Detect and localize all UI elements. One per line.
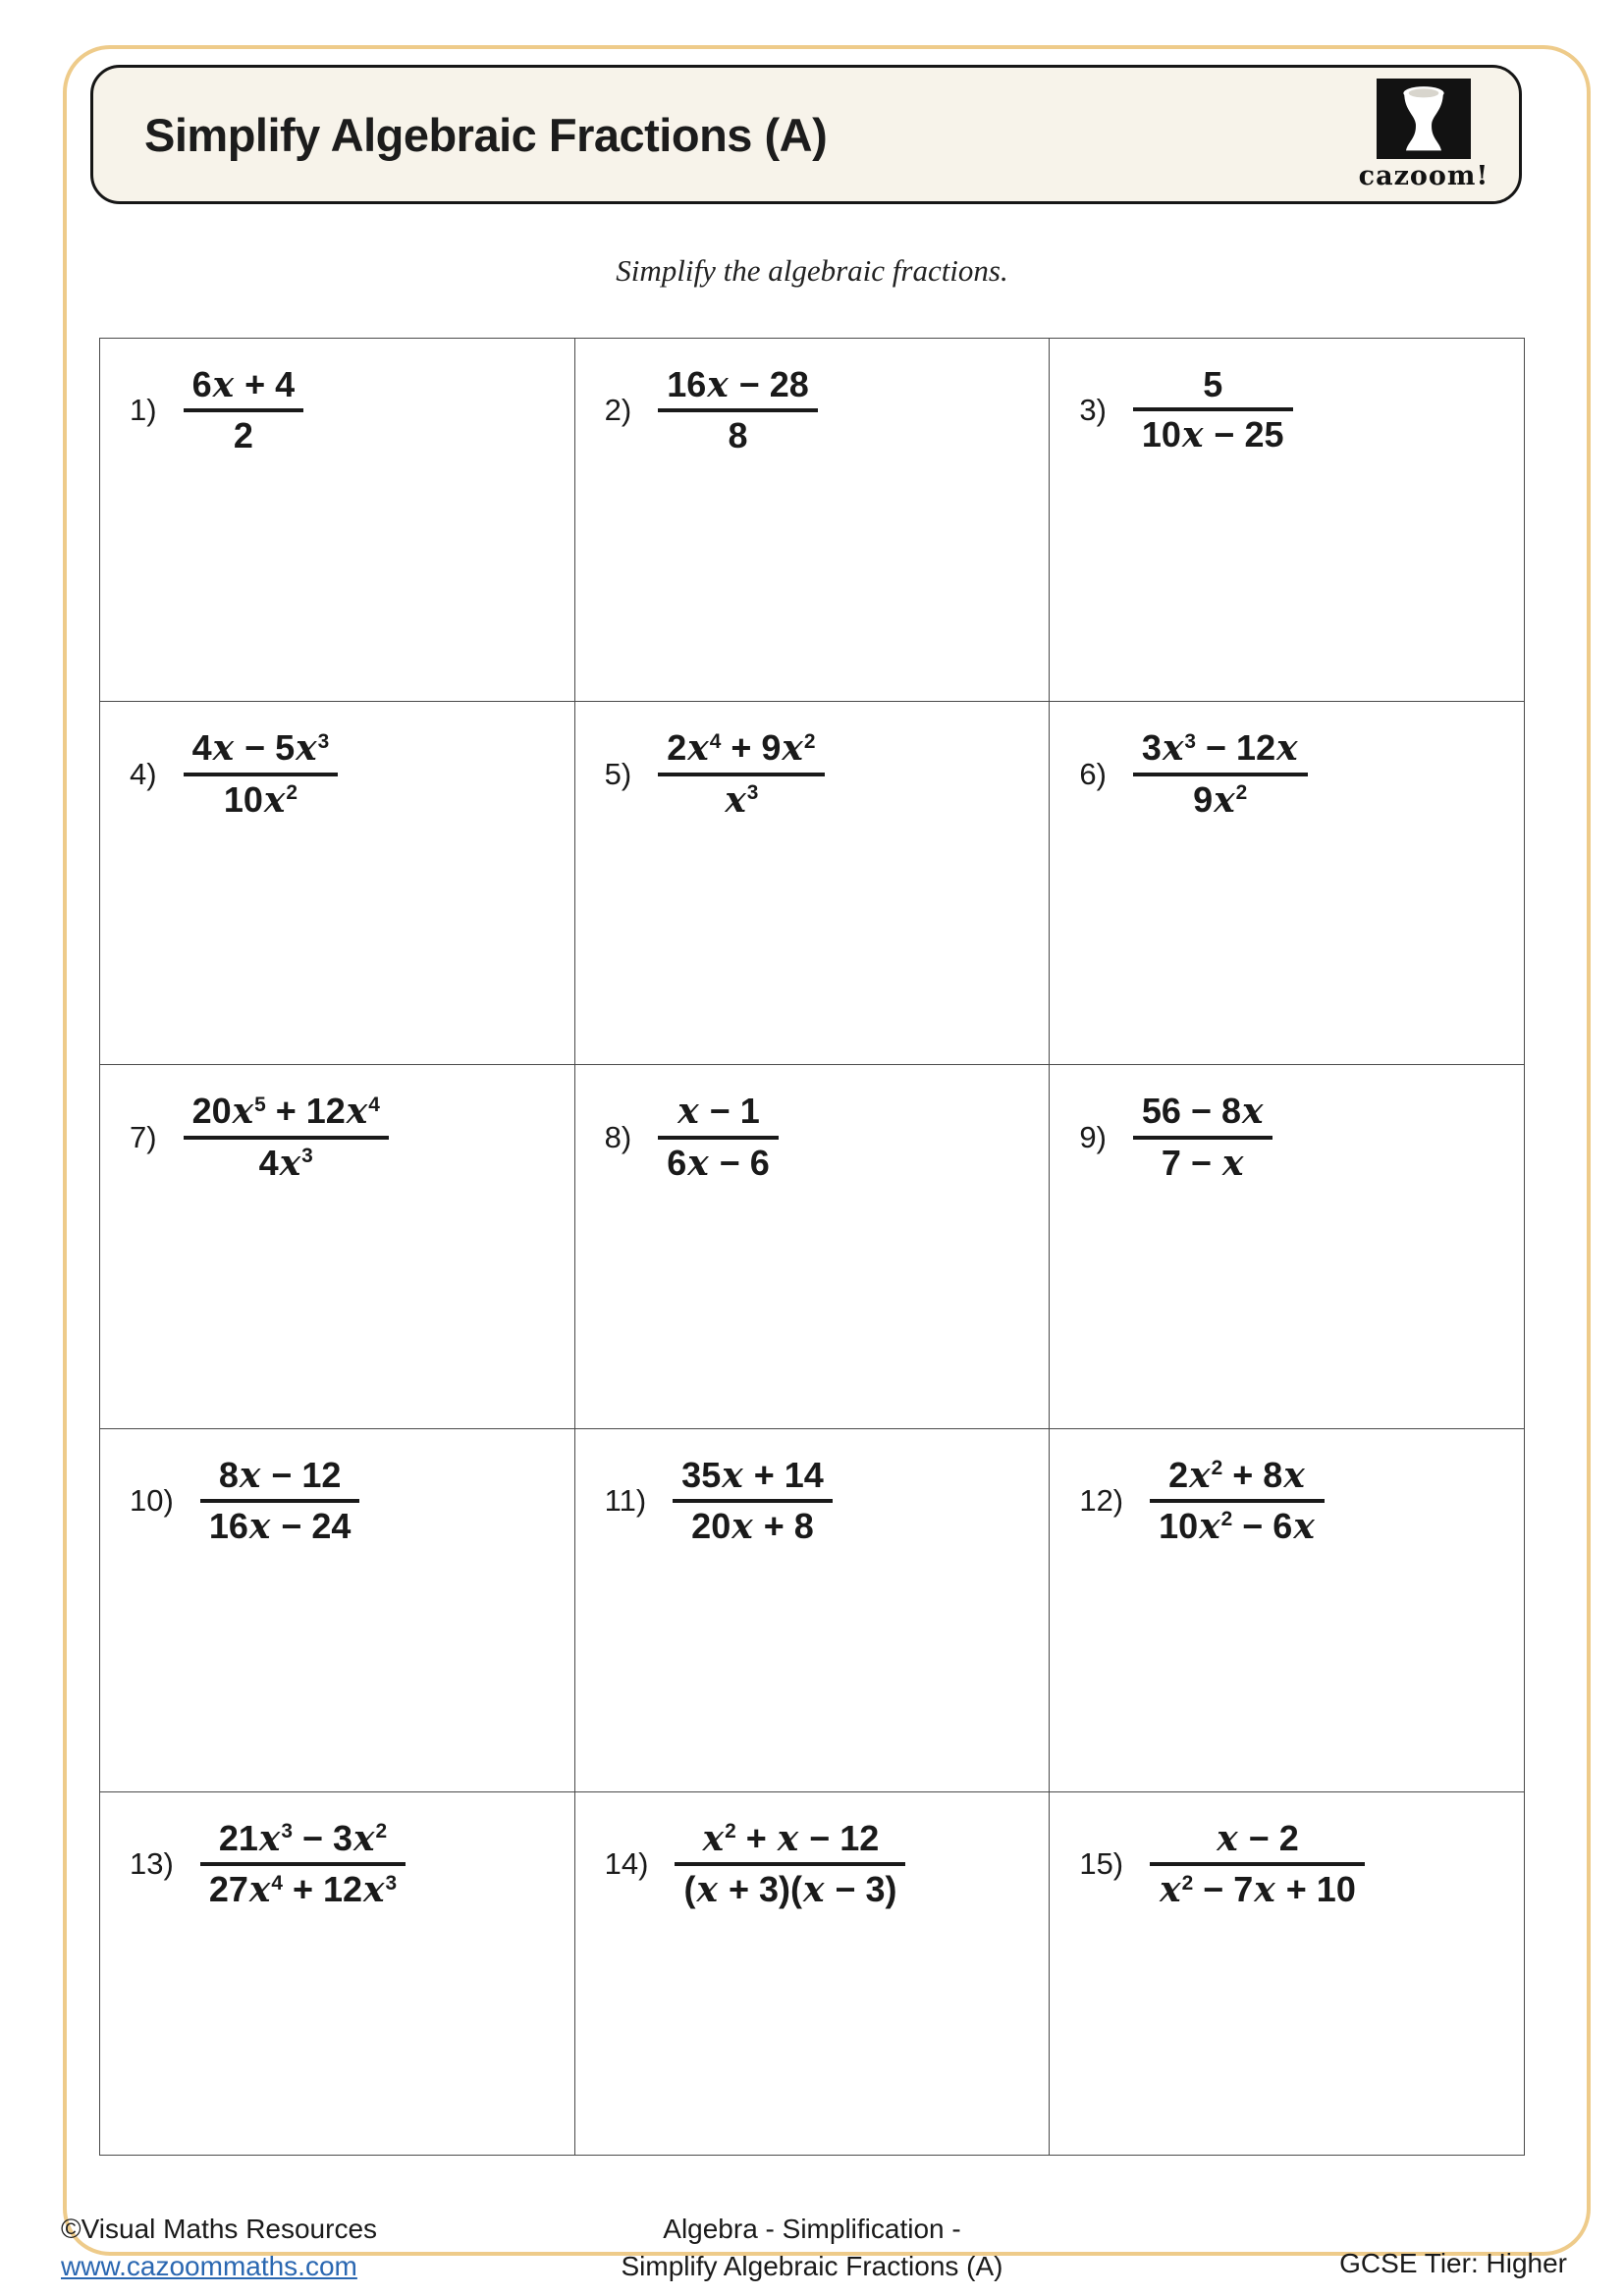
fraction-numerator: $4x - 5x^3$ [191, 727, 330, 770]
fraction [1150, 1818, 1365, 1911]
problem-cell [575, 702, 1051, 1065]
problem-number: 12) [1079, 1482, 1124, 1518]
fraction [658, 364, 818, 456]
fraction-numerator: $3x^3 - 12x$ [1141, 727, 1298, 770]
fraction-denominator: (x + 3)(x − 3) [683, 1869, 897, 1911]
problem [130, 1091, 567, 1184]
fraction [673, 1455, 833, 1548]
fraction [200, 1818, 406, 1911]
logo-wordmark: cazoom! [1358, 160, 1489, 191]
fraction-numerator: x − 2 [1217, 1817, 1299, 1859]
fraction-denominator: $4x^3$ [258, 1142, 313, 1184]
cazoom-logo [1350, 79, 1497, 191]
fraction [1133, 1091, 1273, 1184]
djembe-drum-icon [1377, 79, 1471, 159]
problem-number: 6) [1079, 756, 1107, 791]
problem-cell [1050, 1065, 1525, 1428]
problem-number: 5) [604, 756, 632, 791]
fraction-denominator: $10x^2 - 6x$ [1159, 1505, 1315, 1547]
problem-number: 13) [130, 1846, 174, 1882]
fraction-numerator: x − 1 [677, 1091, 760, 1133]
problem-cell [575, 1792, 1051, 2156]
fraction [184, 364, 304, 456]
problem-cell [1050, 702, 1525, 1065]
instruction-text: Simplify the algebraic fractions. [616, 253, 1008, 288]
problem-number: 14) [604, 1846, 649, 1882]
problem-cell [575, 339, 1051, 702]
fraction [658, 1091, 779, 1184]
problem-number: 2) [604, 392, 632, 427]
fraction-denominator: 20x + 8 [691, 1505, 814, 1547]
problem [605, 1455, 1042, 1548]
fraction [184, 1091, 389, 1184]
problem-number: 15) [1079, 1846, 1124, 1882]
fraction-numerator: $x^2 + x - 12$ [702, 1817, 880, 1859]
fraction-numerator: 16x − 28 [667, 364, 809, 405]
fraction-numerator: 35x + 14 [681, 1454, 824, 1496]
problem [130, 727, 567, 821]
fraction-numerator: $20x^5 + 12x^4$ [191, 1091, 380, 1133]
problem [1079, 1455, 1516, 1548]
problem-number: 1) [130, 392, 157, 427]
problem-cell [1050, 1792, 1525, 2156]
problem [605, 364, 1042, 456]
problem-number: 7) [130, 1119, 157, 1154]
fraction-denominator: $x^2 - 7x + 10$ [1160, 1869, 1356, 1911]
fraction-denominator: 7 − x [1161, 1142, 1244, 1184]
footer-category-line: Algebra - Simplification - [663, 2214, 961, 2244]
problem [605, 1818, 1042, 1911]
problem-number: 11) [604, 1482, 647, 1518]
problem-cell [575, 1429, 1051, 1792]
fraction-denominator: 16x − 24 [208, 1505, 352, 1547]
fraction-numerator: 56 − 8x [1141, 1091, 1264, 1133]
fraction [184, 727, 339, 821]
fraction [1133, 727, 1308, 821]
problem [605, 727, 1042, 821]
fraction-denominator: 6x − 6 [667, 1142, 770, 1184]
problems-grid [99, 338, 1525, 2156]
problem [130, 364, 567, 456]
copyright-text: ©Visual Maths Resources [61, 2214, 378, 2244]
fraction-denominator: $27x^4 + 12x^3$ [208, 1869, 398, 1911]
fraction-denominator: $x^3$ [725, 778, 759, 821]
fraction-denominator: $9x^2$ [1193, 778, 1248, 821]
fraction-numerator: 8x − 12 [218, 1454, 342, 1496]
problem-cell [100, 702, 575, 1065]
page-title: Simplify Algebraic Fractions (A) [144, 108, 828, 161]
problem-cell [100, 339, 575, 702]
fraction [1150, 1455, 1325, 1548]
fraction-numerator: $2x^2 + 8x$ [1168, 1454, 1305, 1496]
fraction [200, 1455, 360, 1548]
problem-number: 10) [130, 1482, 174, 1518]
problem [1079, 1091, 1516, 1184]
footer-tier: GCSE Tier: Higher [1339, 2248, 1567, 2278]
problem-number: 3) [1079, 392, 1107, 427]
fraction [1133, 364, 1293, 456]
problem-cell [100, 1792, 575, 2156]
problem [1079, 1818, 1516, 1911]
fraction [675, 1818, 905, 1911]
fraction-denominator: 10x − 25 [1141, 414, 1284, 456]
problem [130, 1455, 567, 1548]
fraction-denominator: 2 [233, 415, 253, 456]
problem-cell [1050, 339, 1525, 702]
fraction-denominator: $10x^2$ [223, 778, 298, 821]
problem [605, 1091, 1042, 1184]
fraction-numerator: 5 [1203, 364, 1223, 404]
problem [130, 1818, 567, 1911]
fraction-numerator: $2x^4 + 9x^2$ [667, 727, 816, 770]
problem-number: 9) [1079, 1119, 1107, 1154]
fraction-numerator: 6x + 4 [191, 364, 296, 405]
fraction-numerator: $21x^3 - 3x^2$ [218, 1817, 388, 1859]
problem [1079, 364, 1516, 456]
problem-cell [100, 1065, 575, 1428]
worksheet-header [90, 65, 1522, 204]
fraction [658, 727, 824, 821]
problem-cell [1050, 1429, 1525, 1792]
problem [1079, 727, 1516, 821]
problem-number: 8) [604, 1119, 632, 1154]
fraction-denominator: 8 [728, 415, 748, 456]
problem-cell [100, 1429, 575, 1792]
footer-sheet-name: Simplify Algebraic Fractions (A) [621, 2250, 1003, 2281]
website-link[interactable]: www.cazoommaths.com [61, 2250, 357, 2281]
problem-number: 4) [130, 756, 157, 791]
problem-cell [575, 1065, 1051, 1428]
